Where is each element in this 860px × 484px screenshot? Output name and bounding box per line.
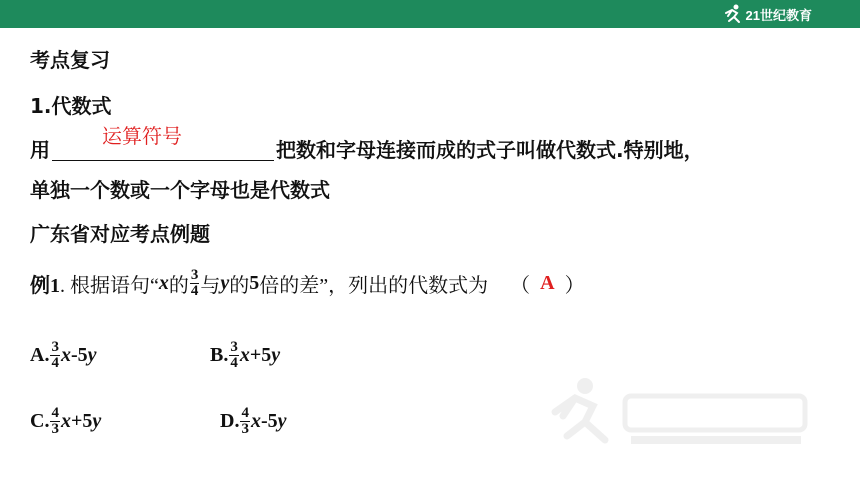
paren-close: ） xyxy=(564,275,585,297)
option-var-x: x xyxy=(239,344,250,366)
example-text-b: 的 xyxy=(168,275,189,297)
option-label: C. xyxy=(30,410,50,432)
option-var-x: x xyxy=(60,344,71,366)
fraction-denominator: 4 xyxy=(190,283,199,299)
example-1-question xyxy=(30,268,585,299)
blank-answer-text: 运算符号 xyxy=(102,124,182,148)
example-text-a: . 根据语句“ xyxy=(60,275,159,297)
option-denominator: 4 xyxy=(51,355,59,371)
option-c xyxy=(30,406,101,437)
definition-prefix: 用 xyxy=(30,138,50,162)
option-var-y: y xyxy=(92,410,102,432)
option-denominator: 3 xyxy=(51,421,59,437)
watermark-logo xyxy=(545,372,815,452)
examples-title: 广东省对应考点例题 xyxy=(30,222,210,246)
example-text-d: 的 xyxy=(229,275,250,297)
option-b xyxy=(210,340,280,371)
option-var-y: y xyxy=(277,410,287,432)
option-var-y: y xyxy=(271,344,281,366)
definition-suffix: 把数和字母连接而成的式子叫做代数式.特别地， xyxy=(276,138,704,162)
option-fraction xyxy=(229,340,239,371)
brand-logo xyxy=(722,3,812,25)
fraction-numerator: 3 xyxy=(190,267,199,283)
number-five: 5 xyxy=(249,272,260,294)
example-text-c: 与 xyxy=(200,275,221,297)
option-var-x: x xyxy=(250,410,261,432)
option-denominator: 3 xyxy=(241,421,249,437)
example-answer: A xyxy=(540,272,555,294)
subsection-title: 1.代数式 xyxy=(30,94,112,118)
logo-text: 21世纪教育 xyxy=(745,7,812,23)
answer-blank xyxy=(52,124,274,161)
option-d xyxy=(220,406,287,437)
option-operator: +5 xyxy=(70,410,93,432)
option-numerator: 4 xyxy=(241,405,249,421)
option-operator: +5 xyxy=(249,344,272,366)
option-fraction xyxy=(50,340,60,371)
option-numerator: 4 xyxy=(51,405,59,421)
example-text-e: 倍的差”，列出的代数式为 xyxy=(259,275,489,297)
option-operator: -5 xyxy=(70,344,88,366)
paren-open: （ xyxy=(510,275,531,297)
runner-icon xyxy=(722,4,744,24)
definition-line-1 xyxy=(30,124,704,163)
var-x: x xyxy=(158,272,169,294)
option-operator: -5 xyxy=(260,410,278,432)
option-label: A. xyxy=(30,344,50,366)
option-fraction xyxy=(240,406,250,437)
fraction xyxy=(190,268,200,299)
section-title: 考点复习 xyxy=(30,48,110,72)
option-label: B. xyxy=(210,344,229,366)
var-y: y xyxy=(220,272,230,294)
top-banner xyxy=(0,0,860,28)
option-var-y: y xyxy=(87,344,97,366)
option-var-x: x xyxy=(60,410,71,432)
option-denominator: 4 xyxy=(230,355,238,371)
option-label: D. xyxy=(220,410,240,432)
option-a xyxy=(30,340,97,371)
example-label: 例1 xyxy=(30,275,60,297)
definition-line-2: 单独一个数或一个字母也是代数式 xyxy=(30,178,330,202)
option-numerator: 3 xyxy=(230,339,238,355)
option-fraction xyxy=(50,406,60,437)
option-numerator: 3 xyxy=(51,339,59,355)
